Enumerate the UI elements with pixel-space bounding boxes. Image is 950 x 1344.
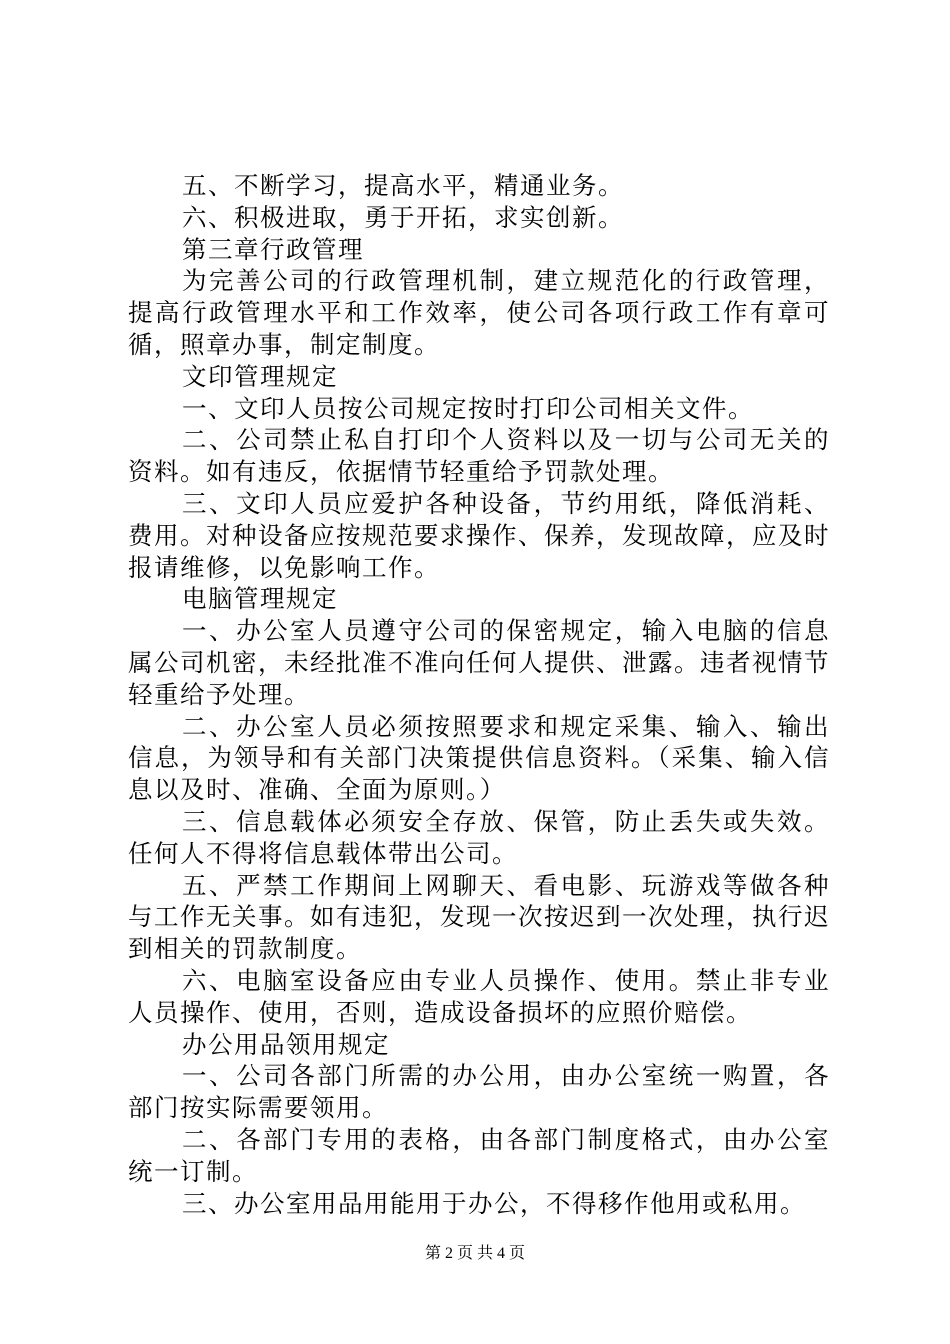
page-number-label: 第 2 页 共 4 页 bbox=[424, 1245, 525, 1262]
paragraph-computer-2: 二、办公室人员必须按照要求和规定采集、输入、输出信息，为领导和有关部门决策提供信息资料。（采集、输入信息以及时、准确、全面为原则。） bbox=[128, 711, 830, 805]
paragraph-computer-1: 一、办公室人员遵守公司的保密规定，输入电脑的信息属公司机密，未经批准不准向任何人提供、泄露。违者视情节轻重给予处理。 bbox=[128, 616, 830, 709]
paragraph-printing-2: 二、公司禁止私自打印个人资料以及一切与公司无关的资料。如有违反，依据情节轻重给予罚款处理。 bbox=[128, 425, 830, 487]
paragraph-supplies-2: 二、各部门专用的表格，由各部门制度格式，由办公室统一订制。 bbox=[128, 1124, 830, 1186]
paragraph-supplies-1: 一、公司各部门所需的办公用，由办公室统一购置，各部门按实际需要领用。 bbox=[128, 1061, 830, 1123]
paragraph-innovation: 六、积极进取，勇于开拓，求实创新。 bbox=[182, 202, 624, 232]
paragraph-printing-1: 一、文印人员按公司规定按时打印公司相关文件。 bbox=[182, 393, 754, 423]
document-body bbox=[128, 170, 830, 1219]
paragraph-computer-3: 三、信息载体必须安全存放、保管，防止丢失或失效。任何人不得将信息载体带出公司。 bbox=[128, 806, 830, 868]
paragraph-admin-intro: 为完善公司的行政管理机制，建立规范化的行政管理，提高行政管理水平和工作效率，使公司各项行政工作有章可循，照章办事，制定制度。 bbox=[128, 266, 830, 359]
page-footer bbox=[0, 1244, 950, 1264]
section-heading-supplies: 办公用品领用规定 bbox=[182, 1029, 390, 1059]
section-heading-computer: 电脑管理规定 bbox=[182, 584, 338, 614]
paragraph-supplies-3: 三、办公室用品用能用于办公，不得移作他用或私用。 bbox=[182, 1188, 806, 1218]
section-heading-printing: 文印管理规定 bbox=[182, 361, 338, 391]
paragraph-computer-5: 五、严禁工作期间上网聊天、看电影、玩游戏等做各种与工作无关事。如有违犯，发现一次按迟到一次处理，执行迟到相关的罚款制度。 bbox=[128, 870, 830, 964]
paragraph-computer-6: 六、电脑室设备应由专业人员操作、使用。禁止非专业人员操作、使用，否则，造成设备损坏的应照价赔偿。 bbox=[128, 965, 830, 1027]
chapter-heading-admin: 第三章行政管理 bbox=[182, 234, 364, 264]
paragraph-learning: 五、不断学习，提高水平，精通业务。 bbox=[182, 171, 624, 200]
paragraph-printing-3: 三、文印人员应爱护各种设备，节约用纸，降低消耗、费用。对种设备应按规范要求操作、保养，发现故障，应及时报请维修，以免影响工作。 bbox=[128, 488, 830, 582]
